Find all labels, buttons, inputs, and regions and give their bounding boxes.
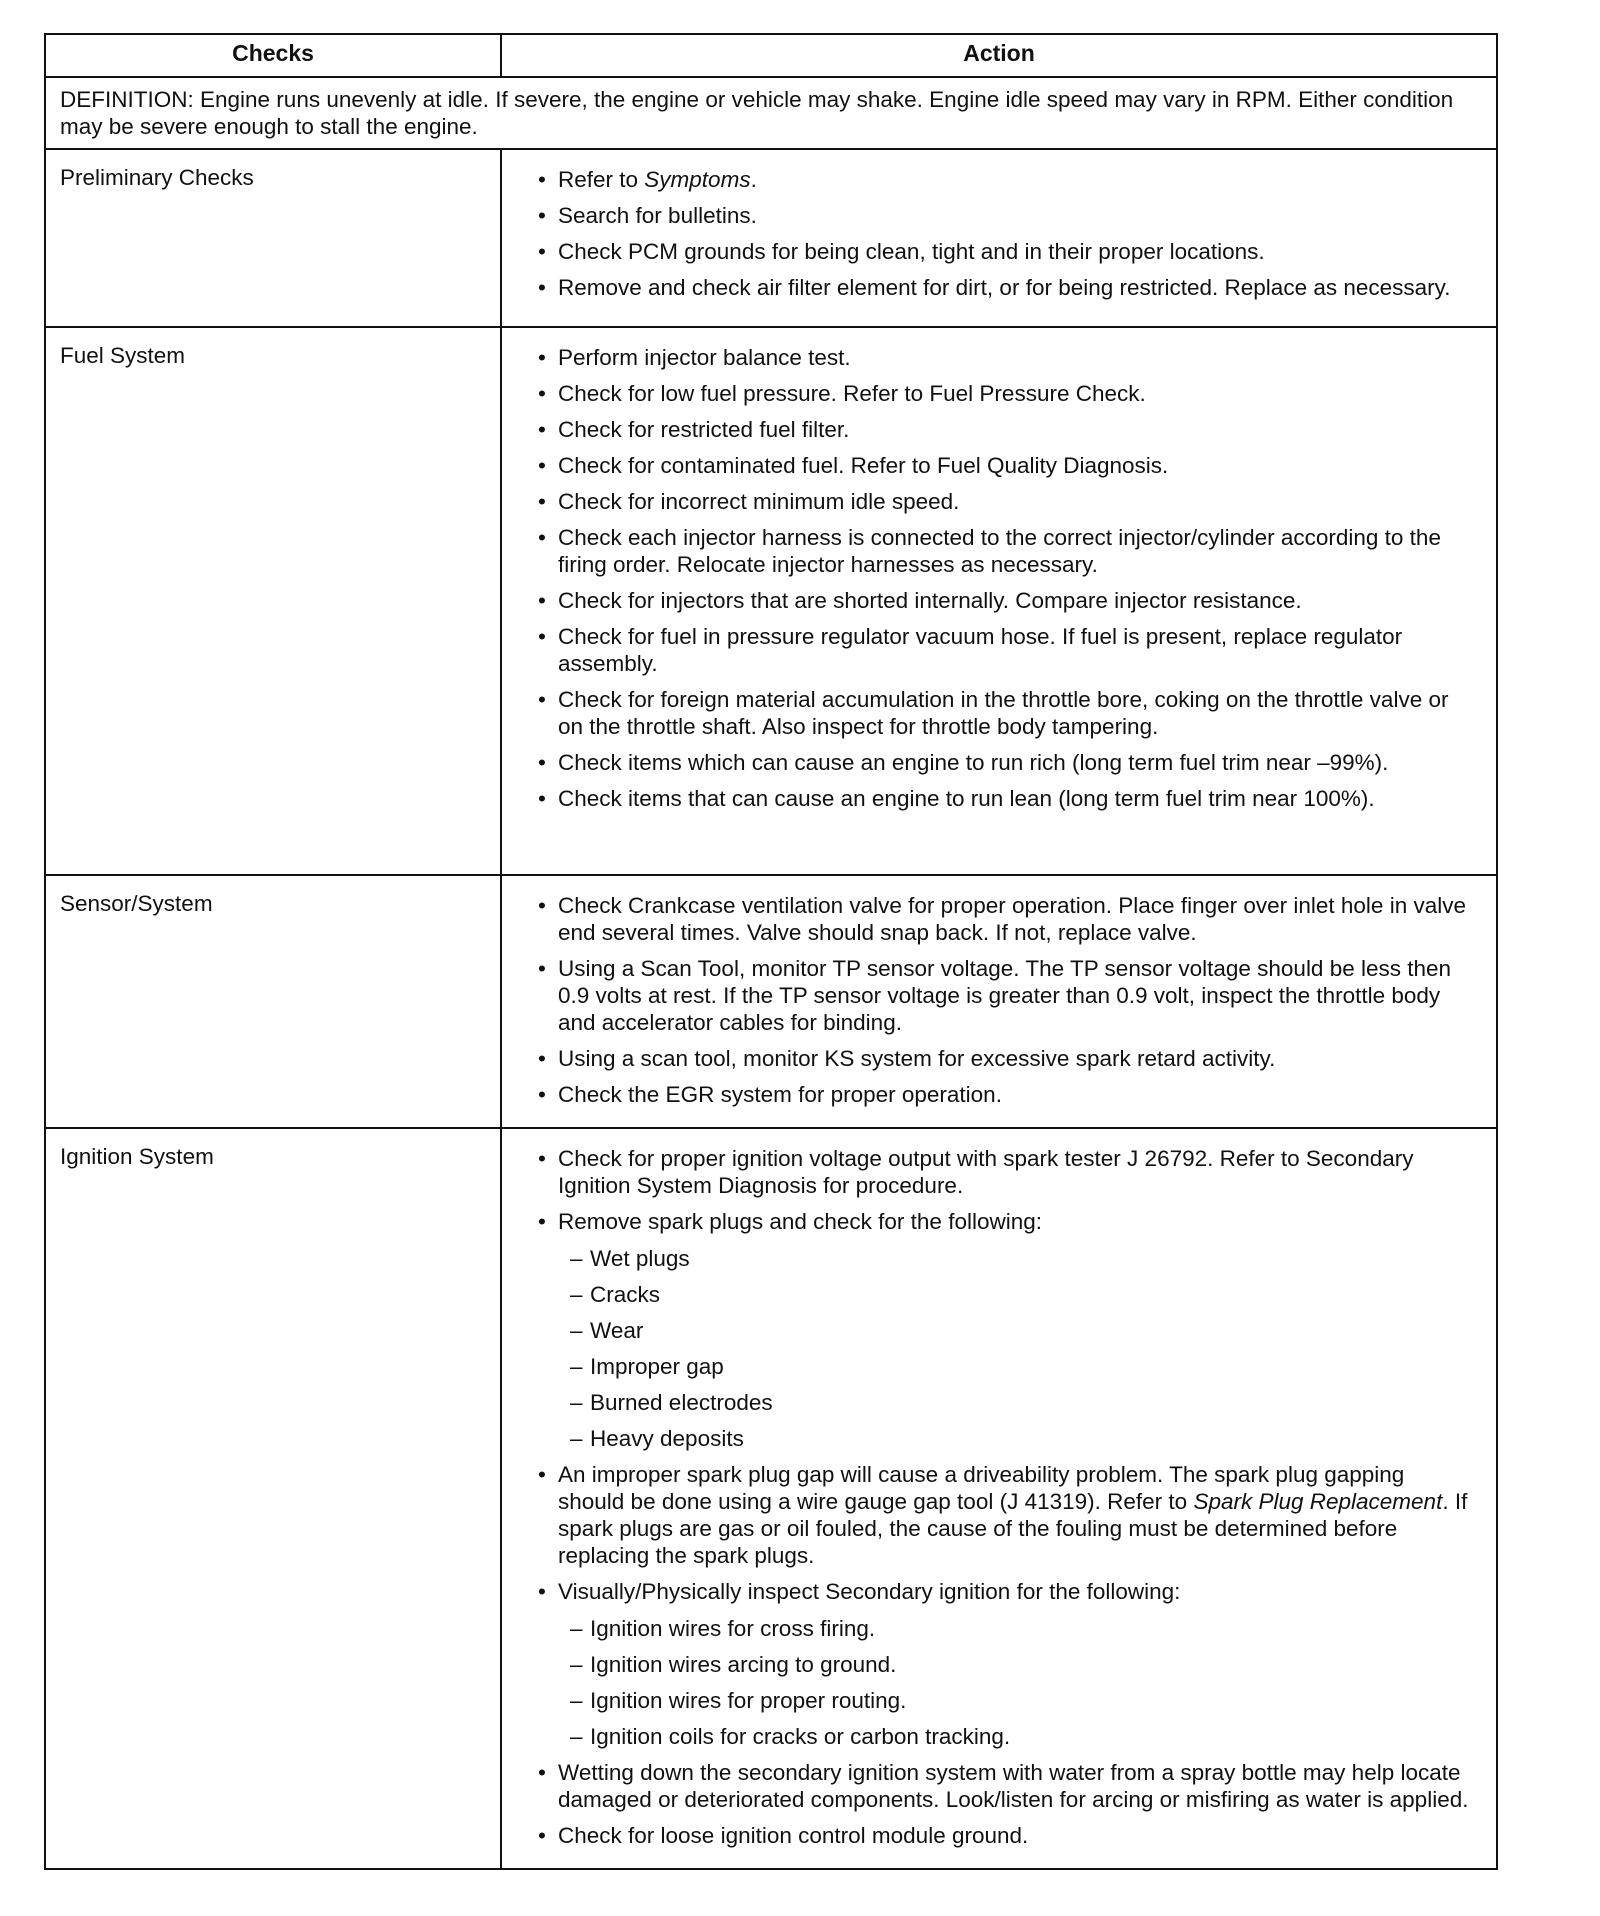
sub-item-text: Ignition wires for cross firing. bbox=[590, 1616, 876, 1641]
action-cell bbox=[501, 1128, 1497, 1869]
action-list bbox=[536, 344, 1476, 812]
sub-item-text: Cracks bbox=[590, 1282, 661, 1307]
check-label: Ignition System bbox=[45, 1128, 501, 1869]
sub-item-text: Ignition coils for cracks or carbon tracking. bbox=[590, 1724, 1011, 1749]
action-item-text: An improper spark plug gap will cause a driveability problem. The spark plug gapping should be done using a wire gauge gap tool (J 41319). Refer to bbox=[558, 1462, 1405, 1514]
sub-item-text: Improper gap bbox=[590, 1354, 724, 1379]
header-row bbox=[45, 34, 1497, 77]
action-item-text: Check the EGR system for proper operation. bbox=[558, 1082, 1002, 1107]
bullet-icon: • bbox=[538, 1823, 546, 1848]
dash-icon: – bbox=[570, 1426, 583, 1451]
action-item-text: Perform injector balance test. bbox=[558, 345, 851, 370]
bullet-icon: • bbox=[538, 167, 546, 192]
action-item-text: Using a scan tool, monitor KS system for excessive spark retard activity. bbox=[558, 1046, 1276, 1071]
bullet-icon: • bbox=[538, 786, 546, 811]
action-item bbox=[536, 1208, 1476, 1452]
action-item bbox=[536, 344, 1476, 371]
action-item bbox=[536, 488, 1476, 515]
diagnosis-table bbox=[44, 33, 1498, 1870]
sub-item bbox=[570, 1281, 1476, 1308]
sub-item-text: Wet plugs bbox=[590, 1246, 690, 1271]
sub-item-text: Ignition wires for proper routing. bbox=[590, 1688, 907, 1713]
action-item bbox=[536, 749, 1476, 776]
action-item-text: Check for fuel in pressure regulator vacuum hose. If fuel is present, replace regulator assembly. bbox=[558, 624, 1403, 676]
action-item bbox=[536, 587, 1476, 614]
bullet-icon: • bbox=[538, 1146, 546, 1171]
bullet-icon: • bbox=[538, 275, 546, 300]
sub-item-text: Burned electrodes bbox=[590, 1390, 773, 1415]
action-item-text: Check for contaminated fuel. Refer to Fuel Quality Diagnosis. bbox=[558, 453, 1169, 478]
sub-item-text: Heavy deposits bbox=[590, 1426, 744, 1451]
action-item bbox=[536, 785, 1476, 812]
action-item-text: Check for low fuel pressure. Refer to Fuel Pressure Check. bbox=[558, 381, 1146, 406]
action-item-text: Remove and check air filter element for dirt, or for being restricted. Replace as necessary. bbox=[558, 275, 1451, 300]
definition-row bbox=[45, 77, 1497, 149]
dash-icon: – bbox=[570, 1390, 583, 1415]
action-item bbox=[536, 166, 1476, 193]
sub-item bbox=[570, 1353, 1476, 1380]
action-item-text: Check items which can cause an engine to run rich (long term fuel trim near –99%). bbox=[558, 750, 1389, 775]
bullet-icon: • bbox=[538, 588, 546, 613]
bullet-icon: • bbox=[538, 687, 546, 712]
action-item-text: Wetting down the secondary ignition system with water from a spray bottle may help locate damaged or deteriorated components. Look/listen for arcing or misfiring as water is applied. bbox=[558, 1760, 1469, 1812]
action-item-text: Check Crankcase ventilation valve for proper operation. Place finger over inlet hole in valve end several times. Valve should snap back. If not, replace valve. bbox=[558, 893, 1466, 945]
sub-item bbox=[570, 1723, 1476, 1750]
bullet-icon: • bbox=[538, 1209, 546, 1234]
bullet-icon: • bbox=[538, 893, 546, 918]
action-item-text: Refer to bbox=[558, 167, 645, 192]
action-item-text: Check each injector harness is connected to the correct injector/cylinder according to the firing order. Relocate injector harnesses as necessary. bbox=[558, 525, 1441, 577]
action-list bbox=[536, 1145, 1476, 1849]
action-item bbox=[536, 452, 1476, 479]
sub-item bbox=[570, 1425, 1476, 1452]
bullet-icon: • bbox=[538, 1760, 546, 1785]
sub-item bbox=[570, 1245, 1476, 1272]
action-item-text: . bbox=[750, 167, 757, 192]
section-row-preliminary-checks bbox=[45, 149, 1497, 327]
check-label: Preliminary Checks bbox=[45, 149, 501, 327]
bullet-icon: • bbox=[538, 1046, 546, 1071]
action-item-text: Check for injectors that are shorted internally. Compare injector resistance. bbox=[558, 588, 1302, 613]
dash-icon: – bbox=[570, 1246, 583, 1271]
bullet-icon: • bbox=[538, 345, 546, 370]
action-item-text: Remove spark plugs and check for the following: bbox=[558, 1209, 1043, 1234]
action-item bbox=[536, 380, 1476, 407]
bullet-icon: • bbox=[538, 1082, 546, 1107]
sub-item bbox=[570, 1687, 1476, 1714]
dash-icon: – bbox=[570, 1282, 583, 1307]
dash-icon: – bbox=[570, 1724, 583, 1749]
dash-icon: – bbox=[570, 1652, 583, 1677]
action-item bbox=[536, 892, 1476, 946]
action-cell bbox=[501, 327, 1497, 875]
action-item bbox=[536, 1578, 1476, 1750]
action-item-reference: Symptoms bbox=[644, 167, 751, 192]
bullet-icon: • bbox=[538, 203, 546, 228]
action-item-text: . If spark plugs are gas or oil fouled, the cause of the fouling must be determined before replacing the spark plugs. bbox=[558, 1489, 1468, 1568]
action-header: Action bbox=[501, 34, 1497, 77]
sub-list bbox=[570, 1615, 1476, 1750]
checks-header: Checks bbox=[45, 34, 501, 77]
dash-icon: – bbox=[570, 1616, 583, 1641]
bullet-icon: • bbox=[538, 453, 546, 478]
sub-item bbox=[570, 1389, 1476, 1416]
action-item-text: Check for incorrect minimum idle speed. bbox=[558, 489, 960, 514]
sub-item bbox=[570, 1317, 1476, 1344]
bullet-icon: • bbox=[538, 750, 546, 775]
section-row-sensor-system bbox=[45, 875, 1497, 1128]
section-row-ignition-system bbox=[45, 1128, 1497, 1869]
action-list bbox=[536, 892, 1476, 1108]
bullet-icon: • bbox=[538, 1462, 546, 1487]
sub-item-text: Ignition wires arcing to ground. bbox=[590, 1652, 897, 1677]
bullet-icon: • bbox=[538, 239, 546, 264]
action-item bbox=[536, 623, 1476, 677]
sub-item bbox=[570, 1651, 1476, 1678]
action-item bbox=[536, 1759, 1476, 1813]
definition-text: DEFINITION: Engine runs unevenly at idle. If severe, the engine or vehicle may shake. Engine idle speed may vary in RPM. Either condition may be severe enough to stall the engine. bbox=[45, 77, 1497, 149]
action-item bbox=[536, 1145, 1476, 1199]
bullet-icon: • bbox=[538, 417, 546, 442]
action-item bbox=[536, 202, 1476, 229]
sub-list bbox=[570, 1245, 1476, 1452]
action-item-text: Check items that can cause an engine to run lean (long term fuel trim near 100%). bbox=[558, 786, 1375, 811]
bullet-icon: • bbox=[538, 1579, 546, 1604]
sub-item bbox=[570, 1615, 1476, 1642]
action-cell bbox=[501, 149, 1497, 327]
action-item-text: Check for restricted fuel filter. bbox=[558, 417, 850, 442]
action-item-text: Check for proper ignition voltage output with spark tester J 26792. Refer to Secondary Ignition System Diagnosis for procedure. bbox=[558, 1146, 1414, 1198]
bullet-icon: • bbox=[538, 489, 546, 514]
section-row-fuel-system bbox=[45, 327, 1497, 875]
dash-icon: – bbox=[570, 1688, 583, 1713]
bullet-icon: • bbox=[538, 624, 546, 649]
bullet-icon: • bbox=[538, 956, 546, 981]
bullet-icon: • bbox=[538, 525, 546, 550]
action-item bbox=[536, 955, 1476, 1036]
action-item bbox=[536, 686, 1476, 740]
action-item bbox=[536, 416, 1476, 443]
action-item-text: Check for foreign material accumulation in the throttle bore, coking on the throttle valve or on the throttle shaft. Also inspect for throttle body tampering. bbox=[558, 687, 1449, 739]
action-item bbox=[536, 1461, 1476, 1569]
dash-icon: – bbox=[570, 1354, 583, 1379]
dash-icon: – bbox=[570, 1318, 583, 1343]
action-item bbox=[536, 1081, 1476, 1108]
action-item-text: Using a Scan Tool, monitor TP sensor voltage. The TP sensor voltage should be less then 0.9 volts at rest. If the TP sensor voltage is greater than 0.9 volt, inspect the throttle body and accelerator cables for binding. bbox=[558, 956, 1452, 1035]
action-list bbox=[536, 166, 1476, 301]
action-item bbox=[536, 238, 1476, 265]
check-label: Fuel System bbox=[45, 327, 501, 875]
action-item bbox=[536, 1045, 1476, 1072]
action-item-text: Check PCM grounds for being clean, tight and in their proper locations. bbox=[558, 239, 1265, 264]
action-item-text: Visually/Physically inspect Secondary ignition for the following: bbox=[558, 1579, 1181, 1604]
action-item bbox=[536, 524, 1476, 578]
check-label: Sensor/System bbox=[45, 875, 501, 1128]
action-item-reference: Spark Plug Replacement bbox=[1193, 1489, 1443, 1514]
bullet-icon: • bbox=[538, 381, 546, 406]
action-item bbox=[536, 1822, 1476, 1849]
action-item-text: Check for loose ignition control module ground. bbox=[558, 1823, 1029, 1848]
action-item bbox=[536, 274, 1476, 301]
sub-item-text: Wear bbox=[590, 1318, 644, 1343]
action-cell bbox=[501, 875, 1497, 1128]
action-item-text: Search for bulletins. bbox=[558, 203, 757, 228]
